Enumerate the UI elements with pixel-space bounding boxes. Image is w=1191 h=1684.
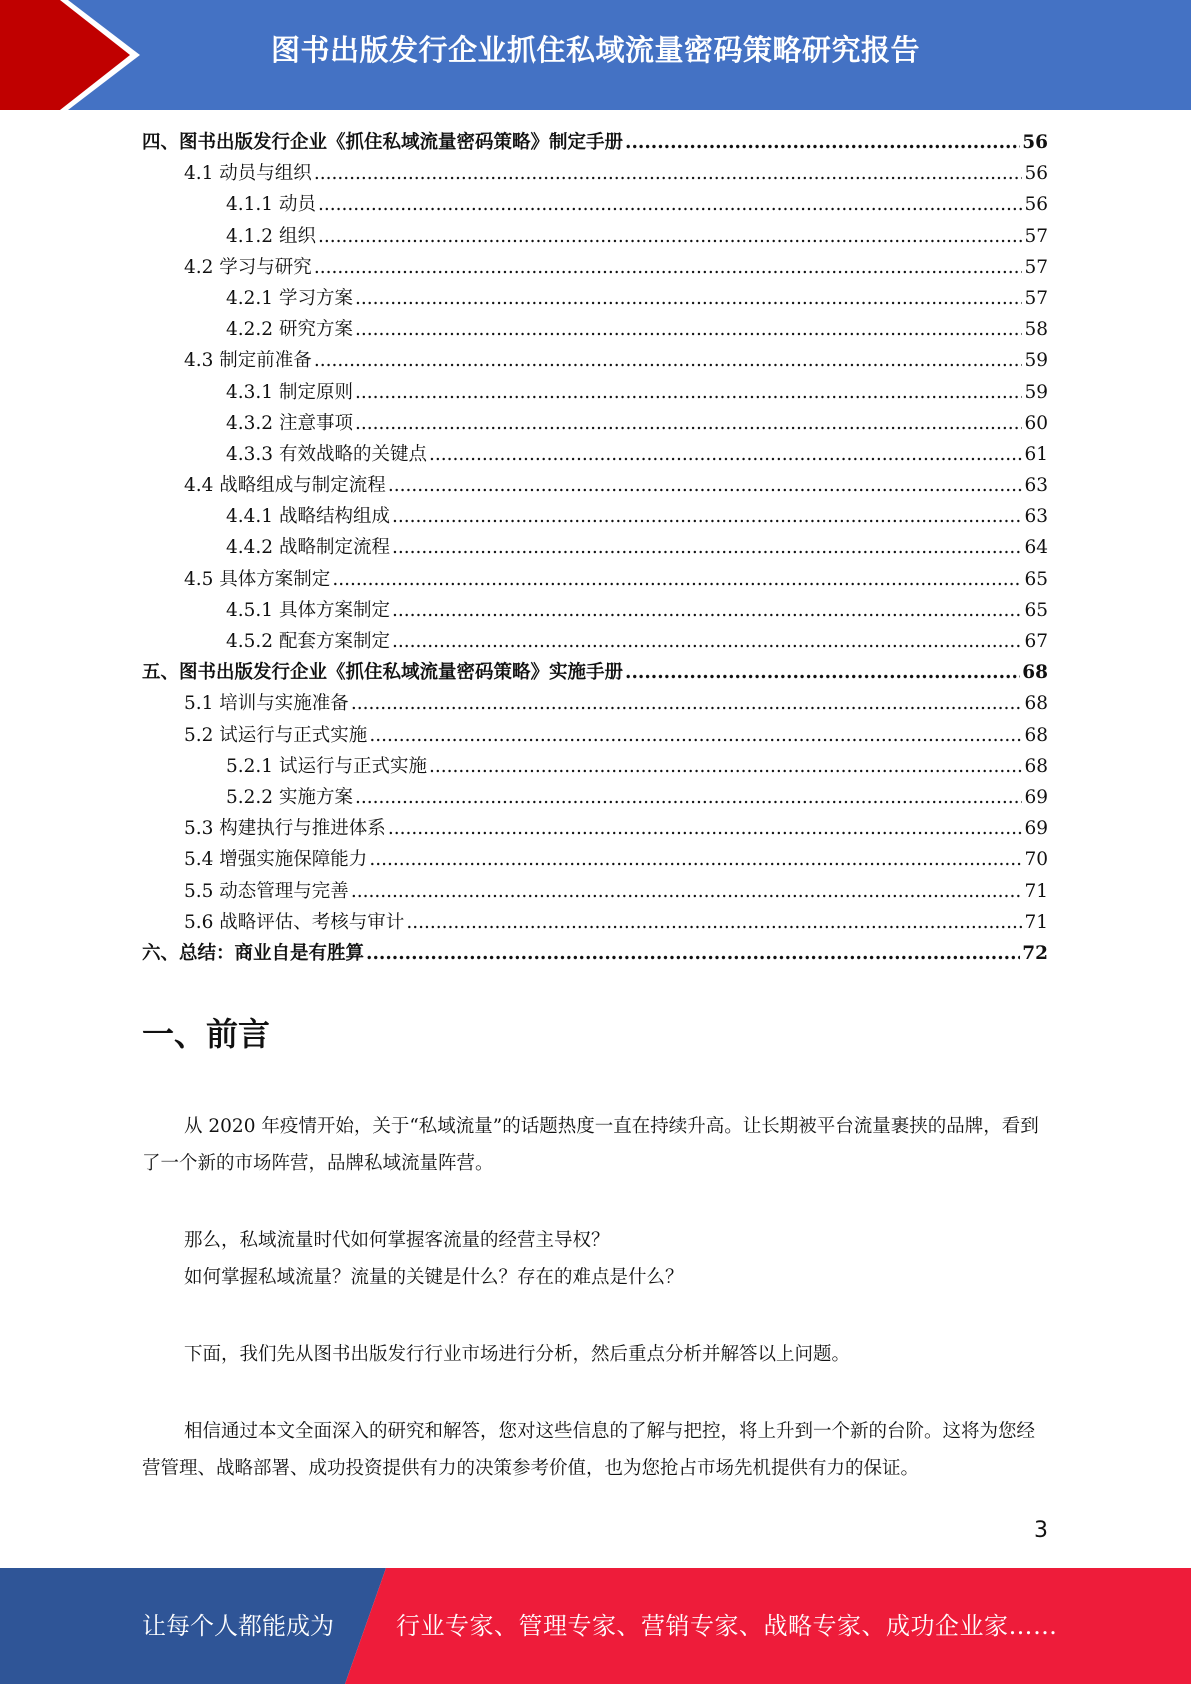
page-number: 3 [1034, 1518, 1048, 1543]
toc-entry[interactable] [142, 907, 1048, 938]
toc-entry[interactable] [142, 501, 1048, 532]
toc-entry[interactable] [142, 626, 1048, 657]
toc-entry-label: 4.5 具体方案制定 [184, 568, 331, 590]
report-title: 图书出版发行企业抓住私域流量密码策略研究报告 [270, 33, 920, 67]
toc-entry-page: 68 [1024, 693, 1048, 715]
toc-entry-label: 5.3 构建执行与推进体系 [184, 818, 386, 840]
toc-entry-label: 五、图书出版发行企业《抓住私域流量密码策略》实施手册 [142, 662, 624, 684]
footer-slogan-right: 行业专家、管理专家、营销专家、战略专家、成功企业家…… [396, 1612, 1058, 1640]
toc-entry-label: 5.6 战略评估、考核与审计 [184, 911, 405, 933]
question-line-2: 如何掌握私域流量？流量的关键是什么？存在的难点是什么？ [184, 1267, 684, 1288]
toc-dot-leader [429, 439, 1022, 470]
toc-dot-leader [369, 720, 1022, 751]
toc-entry[interactable] [142, 252, 1048, 283]
header-arrow-graphic [0, 0, 160, 110]
toc-dot-leader [355, 377, 1023, 408]
toc-entry-page: 68 [1024, 724, 1048, 746]
toc-entry-label: 4.3.2 注意事项 [226, 412, 353, 434]
toc-dot-leader [355, 314, 1023, 345]
toc-entry[interactable] [142, 751, 1048, 782]
toc-entry[interactable] [142, 532, 1048, 563]
intro-paragraph-2 [142, 1222, 1048, 1296]
toc-entry-label: 4.4.1 战略结构组成 [226, 506, 390, 528]
toc-entry[interactable] [142, 938, 1048, 969]
toc-entry-page: 60 [1024, 412, 1048, 434]
toc-entry[interactable] [142, 189, 1048, 220]
toc-dot-leader [366, 938, 1020, 969]
toc-dot-leader [392, 532, 1022, 563]
toc-entry[interactable] [142, 470, 1048, 501]
toc-entry-page: 65 [1024, 568, 1048, 590]
toc-entry[interactable] [142, 657, 1048, 688]
toc-entry-label: 六、总结：商业自是有胜算 [142, 942, 365, 964]
toc-entry-page: 72 [1022, 942, 1048, 964]
toc-entry-page: 64 [1024, 537, 1048, 559]
toc-entry-label: 5.2 试运行与正式实施 [184, 724, 368, 746]
toc-entry-label: 4.5.1 具体方案制定 [226, 599, 390, 621]
toc-entry[interactable] [142, 844, 1048, 875]
toc-entry-page: 56 [1024, 163, 1048, 185]
toc-entry[interactable] [142, 283, 1048, 314]
toc-entry[interactable] [142, 127, 1048, 158]
toc-entry-page: 59 [1024, 350, 1048, 372]
toc-entry-page: 56 [1024, 194, 1048, 216]
toc-entry[interactable] [142, 688, 1048, 719]
page-header [0, 0, 1191, 110]
toc-entry-label: 4.4.2 战略制定流程 [226, 537, 390, 559]
toc-entry[interactable] [142, 782, 1048, 813]
toc-dot-leader [318, 221, 1023, 252]
toc-entry[interactable] [142, 564, 1048, 595]
table-of-contents [142, 127, 1048, 969]
toc-entry-page: 71 [1024, 880, 1048, 902]
toc-entry-label: 4.3.1 制定原则 [226, 381, 353, 403]
toc-dot-leader [318, 189, 1023, 220]
toc-entry-label: 4.4 战略组成与制定流程 [184, 475, 386, 497]
toc-dot-leader [625, 657, 1020, 688]
toc-entry-label: 4.1.2 组织 [226, 225, 316, 247]
toc-dot-leader [625, 127, 1020, 158]
intro-paragraph-3: 下面，我们先从图书出版发行行业市场进行分析，然后重点分析并解答以上问题。 [184, 1344, 851, 1365]
toc-dot-leader [388, 470, 1023, 501]
toc-entry-label: 5.4 增强实施保障能力 [184, 849, 368, 871]
toc-entry-label: 4.2 学习与研究 [184, 256, 312, 278]
toc-dot-leader [369, 844, 1022, 875]
toc-entry-page: 68 [1024, 755, 1048, 777]
toc-entry-page: 57 [1024, 256, 1048, 278]
toc-entry-label: 4.3.3 有效战略的关键点 [226, 443, 427, 465]
toc-dot-leader [351, 688, 1023, 719]
toc-dot-leader [351, 876, 1023, 907]
footer-slogan-left: 让每个人都能成为 [142, 1612, 334, 1640]
page-footer [0, 1568, 1191, 1684]
toc-entry-label: 4.5.2 配套方案制定 [226, 631, 390, 652]
toc-entry-label: 4.2.2 研究方案 [226, 319, 353, 341]
toc-entry[interactable] [142, 377, 1048, 408]
toc-dot-leader [392, 626, 1022, 657]
toc-entry-page: 57 [1024, 225, 1048, 247]
toc-entry-page: 69 [1024, 786, 1048, 808]
toc-entry-page: 59 [1024, 381, 1048, 403]
toc-dot-leader [388, 813, 1023, 844]
toc-entry-page: 63 [1024, 475, 1048, 497]
toc-entry-page: 61 [1024, 443, 1048, 465]
toc-entry-page: 69 [1024, 818, 1048, 840]
toc-entry[interactable] [142, 158, 1048, 189]
toc-dot-leader [355, 408, 1023, 439]
toc-entry[interactable] [142, 813, 1048, 844]
toc-entry-label: 4.1 动员与组织 [184, 163, 312, 185]
toc-entry-page: 57 [1024, 287, 1048, 309]
toc-entry[interactable] [142, 876, 1048, 907]
toc-dot-leader [406, 907, 1022, 938]
toc-entry[interactable] [142, 221, 1048, 252]
toc-entry[interactable] [142, 345, 1048, 376]
toc-entry-page: 67 [1024, 631, 1048, 652]
toc-entry[interactable] [142, 314, 1048, 345]
toc-entry-label: 4.2.1 学习方案 [226, 287, 353, 309]
intro-paragraph-1: 从 2020 年疫情开始，关于“私域流量”的话题热度一直在持续升高。让长期被平台流量裹挟的品牌，看到了一个新的市场阵营，品牌私域流量阵营。 [142, 1116, 1039, 1174]
toc-entry-page: 63 [1024, 506, 1048, 528]
toc-entry[interactable] [142, 439, 1048, 470]
toc-entry-label: 4.1.1 动员 [226, 194, 316, 216]
toc-dot-leader [314, 158, 1023, 189]
intro-paragraph-4: 相信通过本文全面深入的研究和解答，您对这些信息的了解与把控，将上升到一个新的台阶。这将为您经营管理、战略部署、成功投资提供有力的决策参考价值，也为您抢占市场先机提供有力的保证。 [142, 1421, 1036, 1479]
toc-entry[interactable] [142, 595, 1048, 626]
toc-dot-leader [392, 595, 1022, 626]
toc-entry-label: 5.5 动态管理与完善 [184, 880, 349, 902]
toc-entry-page: 70 [1024, 849, 1048, 871]
toc-entry-page: 71 [1024, 911, 1048, 933]
toc-entry-page: 65 [1024, 599, 1048, 621]
section-heading: 一、前言 [142, 1015, 271, 1053]
toc-dot-leader [355, 283, 1023, 314]
toc-dot-leader [392, 501, 1022, 532]
toc-dot-leader [355, 782, 1023, 813]
toc-entry[interactable] [142, 408, 1048, 439]
toc-entry-label: 5.1 培训与实施准备 [184, 693, 349, 715]
toc-dot-leader [314, 345, 1023, 376]
question-line-1: 那么，私域流量时代如何掌握客流量的经营主导权？ [184, 1230, 610, 1251]
toc-entry-label: 5.2.1 试运行与正式实施 [226, 755, 427, 777]
toc-entry-page: 58 [1024, 319, 1048, 341]
toc-entry-label: 5.2.2 实施方案 [226, 786, 353, 808]
toc-dot-leader [314, 252, 1023, 283]
toc-dot-leader [332, 564, 1022, 595]
toc-entry[interactable] [142, 720, 1048, 751]
toc-entry-label: 4.3 制定前准备 [184, 350, 312, 372]
toc-entry-page: 68 [1022, 662, 1048, 684]
toc-entry-page: 56 [1022, 132, 1048, 153]
toc-entry-label: 四、图书出版发行企业《抓住私域流量密码策略》制定手册 [142, 132, 624, 153]
toc-dot-leader [429, 751, 1022, 782]
